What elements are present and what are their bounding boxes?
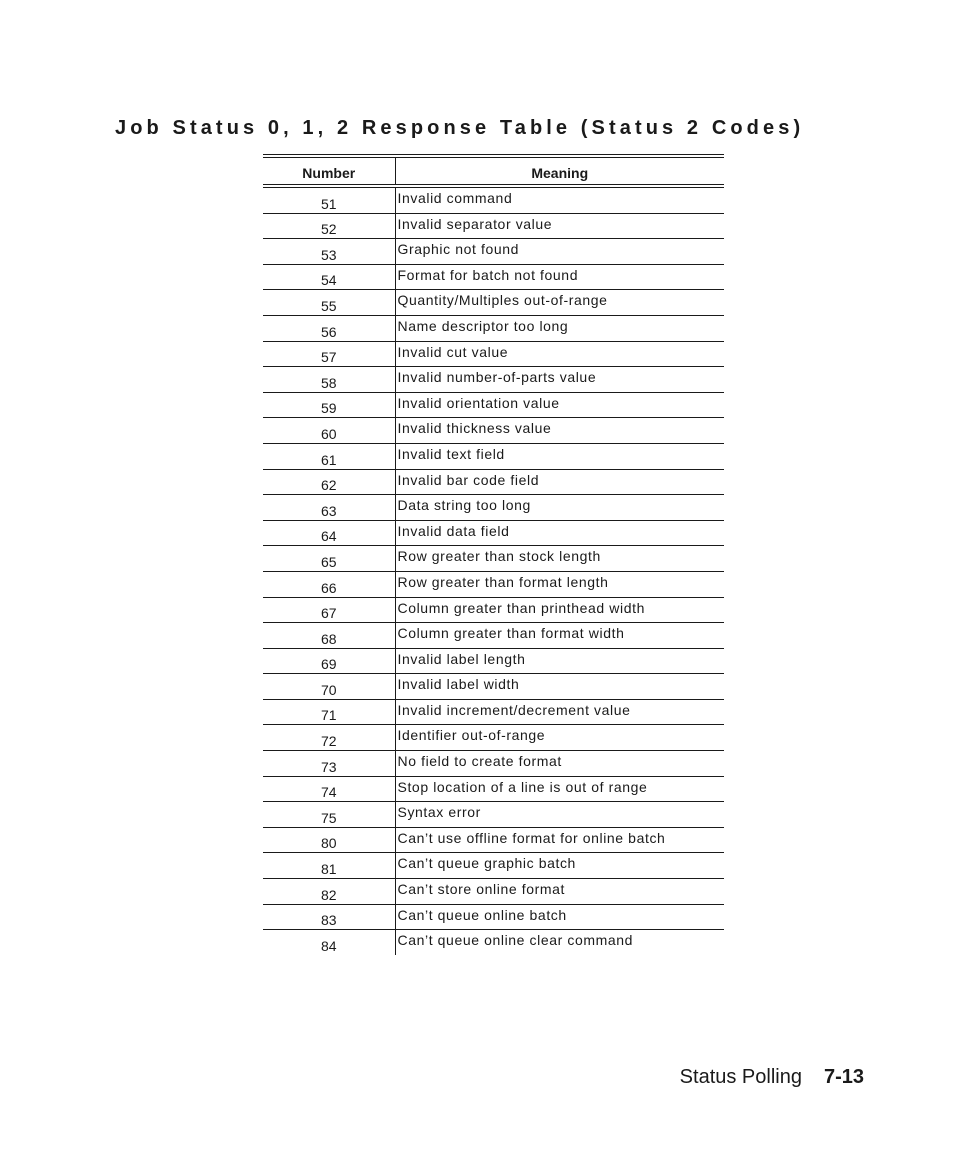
table-row [263, 725, 724, 751]
table-row [263, 392, 724, 418]
code-meaning-cell: Invalid thickness value [395, 418, 724, 444]
code-meaning-cell: Format for batch not found [395, 264, 724, 290]
table-row [263, 751, 724, 777]
table-row [263, 776, 724, 802]
table-row [263, 469, 724, 495]
code-meaning-cell: Invalid number-of-parts value [395, 367, 724, 393]
table-row [263, 546, 724, 572]
code-number-cell: 62 [263, 469, 395, 495]
table-row [263, 495, 724, 521]
code-number-cell: 57 [263, 341, 395, 367]
code-meaning-cell: Invalid data field [395, 520, 724, 546]
status-codes-table [263, 158, 724, 955]
code-number-cell: 60 [263, 418, 395, 444]
code-number-cell: 56 [263, 315, 395, 341]
code-number-cell: 64 [263, 520, 395, 546]
column-header-meaning: Meaning [395, 158, 724, 186]
code-number-cell: 51 [263, 186, 395, 213]
code-meaning-cell: Syntax error [395, 802, 724, 828]
code-number-cell: 75 [263, 802, 395, 828]
code-number-cell: 63 [263, 495, 395, 521]
code-number-cell: 80 [263, 827, 395, 853]
table-row [263, 186, 724, 213]
table-row [263, 571, 724, 597]
table-row [263, 879, 724, 905]
code-meaning-cell: Data string too long [395, 495, 724, 521]
code-number-cell: 71 [263, 699, 395, 725]
table-row [263, 699, 724, 725]
code-meaning-cell: Can’t queue graphic batch [395, 853, 724, 879]
code-meaning-cell: Can’t use offline format for online batch [395, 827, 724, 853]
table-row [263, 341, 724, 367]
code-meaning-cell: Name descriptor too long [395, 315, 724, 341]
code-meaning-cell: Invalid bar code field [395, 469, 724, 495]
code-number-cell: 65 [263, 546, 395, 572]
status-codes-table-container [263, 154, 724, 955]
code-number-cell: 72 [263, 725, 395, 751]
code-number-cell: 69 [263, 648, 395, 674]
table-header-row [263, 158, 724, 186]
table-row [263, 802, 724, 828]
column-header-number: Number [263, 158, 395, 186]
table-row [263, 418, 724, 444]
code-number-cell: 66 [263, 571, 395, 597]
table-row [263, 674, 724, 700]
footer-page-number: 7-13 [823, 1066, 864, 1088]
code-meaning-cell: Column greater than format width [395, 623, 724, 649]
code-meaning-cell: Quantity/Multiples out-of-range [395, 290, 724, 316]
code-meaning-cell: Invalid increment/decrement value [395, 699, 724, 725]
table-row [263, 930, 724, 955]
code-meaning-cell: Row greater than format length [395, 571, 724, 597]
code-meaning-cell: Can’t queue online batch [395, 904, 724, 930]
code-number-cell: 81 [263, 853, 395, 879]
code-number-cell: 73 [263, 751, 395, 777]
code-meaning-cell: Invalid cut value [395, 341, 724, 367]
code-meaning-cell: No field to create format [395, 751, 724, 777]
code-number-cell: 53 [263, 239, 395, 265]
code-number-cell: 70 [263, 674, 395, 700]
table-body [263, 186, 724, 955]
table-row [263, 520, 724, 546]
code-number-cell: 83 [263, 904, 395, 930]
code-number-cell: 74 [263, 776, 395, 802]
table-row [263, 443, 724, 469]
table-row [263, 648, 724, 674]
table-row [263, 315, 724, 341]
code-meaning-cell: Stop location of a line is out of range [395, 776, 724, 802]
code-meaning-cell: Graphic not found [395, 239, 724, 265]
table-row [263, 290, 724, 316]
footer-section-title: Status Polling [679, 1066, 802, 1088]
table-row [263, 213, 724, 239]
code-number-cell: 68 [263, 623, 395, 649]
table-row [263, 827, 724, 853]
table-row [263, 904, 724, 930]
table-row [263, 623, 724, 649]
code-meaning-cell: Identifier out-of-range [395, 725, 724, 751]
code-meaning-cell: Invalid separator value [395, 213, 724, 239]
code-number-cell: 58 [263, 367, 395, 393]
page-footer [680, 1064, 864, 1090]
code-number-cell: 59 [263, 392, 395, 418]
code-number-cell: 54 [263, 264, 395, 290]
table-row [263, 264, 724, 290]
table-row [263, 239, 724, 265]
code-meaning-cell: Can’t store online format [395, 879, 724, 905]
code-number-cell: 82 [263, 879, 395, 905]
code-number-cell: 67 [263, 597, 395, 623]
table-row [263, 597, 724, 623]
code-number-cell: 84 [263, 930, 395, 955]
code-meaning-cell: Invalid label width [395, 674, 724, 700]
code-meaning-cell: Can’t queue online clear command [397, 932, 634, 949]
code-meaning-cell: Invalid command [395, 186, 724, 213]
code-meaning-cell: Invalid text field [395, 443, 724, 469]
code-number-cell: 61 [263, 443, 395, 469]
code-meaning-cell: Invalid label length [395, 648, 724, 674]
code-meaning-cell: Invalid orientation value [395, 392, 724, 418]
code-meaning-cell: Row greater than stock length [395, 546, 724, 572]
code-number-cell: 55 [263, 290, 395, 316]
table-row [263, 367, 724, 393]
page-title: Job Status 0, 1, 2 Response Table (Status 2 Codes) [115, 117, 805, 139]
code-number-cell: 52 [263, 213, 395, 239]
table-row [263, 853, 724, 879]
code-meaning-cell: Column greater than printhead width [395, 597, 724, 623]
